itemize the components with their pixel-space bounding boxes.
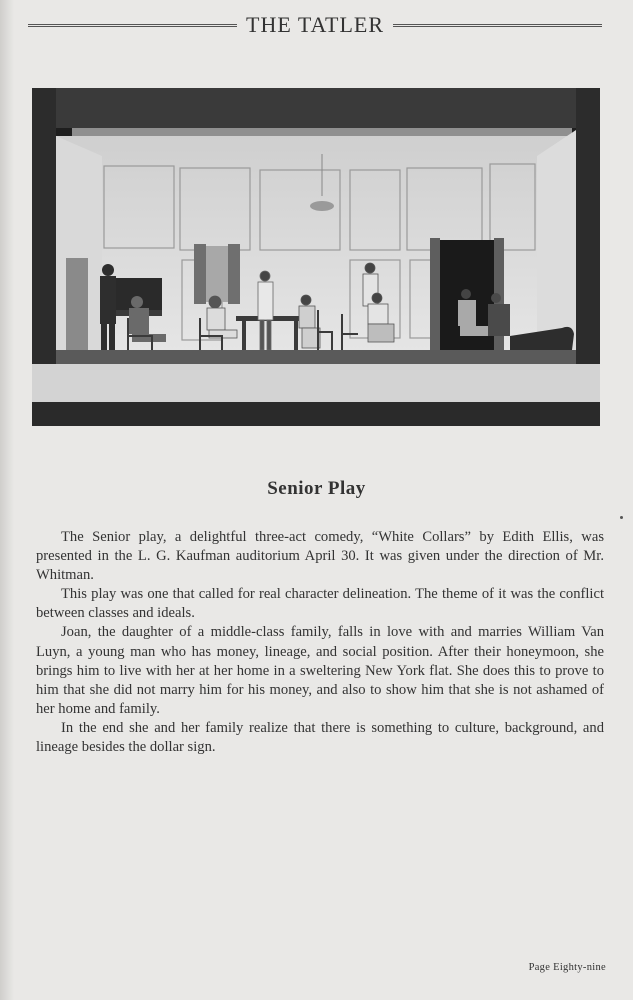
publication-title: THE TATLER bbox=[246, 12, 384, 37]
header-rule-left bbox=[28, 24, 237, 27]
header-rule-right bbox=[393, 24, 602, 27]
page-number: Page Eighty-nine bbox=[528, 962, 606, 973]
page-header bbox=[28, 10, 602, 40]
article-paragraph: This play was one that called for real character delineation. The theme of it was the conflict between classes and ideals. bbox=[36, 586, 604, 622]
article-paragraph: In the end she and her family realize that there is something to culture, background, and lineage besides the dollar sign. bbox=[36, 719, 604, 756]
article-paragraph: Joan, the daughter of a middle-class family, falls in love with and marries William Van Luyn, a young man who has money, lineage, and social position. After their honeymoon, she brings him to live with her at her home in a sweltering New York flat. She does this to prove to him that she did not marry him for his money, and also to show him that she is not ashamed of her home and family. bbox=[36, 624, 604, 717]
page-binding-edge bbox=[0, 0, 14, 1000]
article-heading: Senior Play bbox=[267, 478, 366, 499]
stage-photo-illustration bbox=[32, 88, 600, 426]
article-body bbox=[36, 528, 604, 757]
stage-photograph bbox=[32, 88, 600, 426]
paper-speck bbox=[620, 516, 623, 519]
article-paragraph: The Senior play, a delightful three-act comedy, “White Collars” by Edith Ellis, was presented in the L. G. Kaufman auditorium April 30. It was given under the direction of Mr. Whitman. bbox=[36, 529, 604, 584]
